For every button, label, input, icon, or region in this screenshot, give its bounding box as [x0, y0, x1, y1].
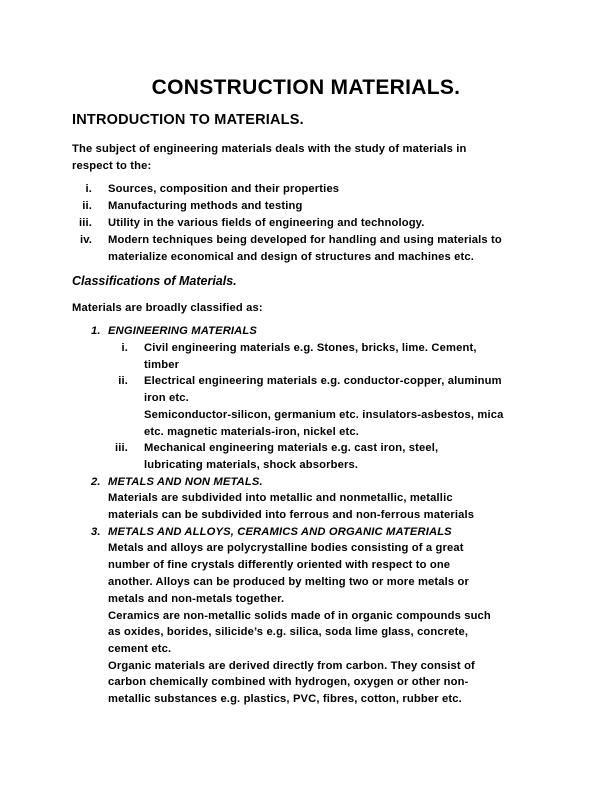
page-title: CONSTRUCTION MATERIALS.	[151, 76, 461, 99]
classified-intro: Materials are broadly classified as:	[72, 302, 263, 314]
section-heading: ENGINEERING MATERIALS	[108, 325, 258, 337]
list-item-continued: Semiconductor-silicon, germanium etc. insulators-asbestos, mica	[144, 409, 504, 421]
list-item-continued: lubricating materials, shock absorbers.	[144, 459, 359, 471]
section-text-line: metallic substances e.g. plastics, PVC, fibres, cotton, rubber etc.	[108, 693, 462, 705]
section-text-line: as oxides, borides, silicide’s e.g. silica, soda lime glass, concrete,	[108, 626, 469, 638]
list-number: i.	[85, 183, 92, 195]
list-item: Utility in the various fields of engineering and technology.	[108, 217, 425, 229]
section-text-line: materials can be subdivided into ferrous and non-ferrous materials	[108, 509, 475, 521]
intro-heading: INTRODUCTION TO MATERIALS.	[72, 112, 304, 128]
section-text-line: number of fine crystals differently oriented with respect to one	[108, 559, 451, 571]
intro-paragraph-line: The subject of engineering materials deals with the study of materials in	[72, 143, 467, 155]
list-item-continued: iron etc.	[144, 392, 189, 404]
section-text-line: cement etc.	[108, 643, 172, 655]
section-number: 1.	[91, 325, 101, 337]
list-item: Sources, composition and their properties	[108, 183, 340, 195]
list-item: Electrical engineering materials e.g. conductor-copper, aluminum	[144, 375, 502, 387]
list-item-continued: materialize economical and design of structures and machines etc.	[108, 251, 474, 263]
section-text-line: Materials are subdivided into metallic and nonmetallic, metallic	[108, 492, 453, 504]
list-number: ii.	[82, 200, 92, 212]
list-number: iv.	[79, 234, 92, 246]
section-text-line: carbon chemically combined with hydrogen, oxygen or other non-	[108, 676, 469, 688]
list-item: Manufacturing methods and testing	[108, 200, 303, 212]
section-text-line: Organic materials are derived directly from carbon. They consist of	[108, 660, 475, 672]
list-number: ii.	[118, 375, 128, 387]
list-item: Modern techniques being developed for handling and using materials to	[108, 234, 502, 246]
section-number: 3.	[91, 526, 101, 538]
section-heading: METALS AND NON METALS.	[108, 476, 263, 488]
list-number: iii.	[114, 442, 128, 454]
list-number: i.	[121, 342, 128, 354]
list-number: iii.	[78, 217, 92, 229]
section-number: 2.	[91, 476, 101, 488]
classifications-heading: Classifications of Materials.	[72, 274, 237, 288]
list-item-continued: timber	[144, 359, 180, 371]
list-item-continued: etc. magnetic materials-iron, nickel etc.	[144, 426, 360, 438]
section-text-line: another. Alloys can be produced by melting two or more metals or	[108, 576, 470, 588]
section-heading: METALS AND ALLOYS, CERAMICS AND ORGANIC MATERIALS	[108, 526, 452, 538]
section-text-line: Metals and alloys are polycrystalline bodies consisting of a great	[108, 542, 464, 554]
section-text-line: metals and non-metals together.	[108, 593, 285, 605]
intro-paragraph-line: respect to the:	[72, 160, 152, 172]
section-text-line: Ceramics are non-metallic solids made of in organic compounds such	[108, 610, 491, 622]
list-item: Civil engineering materials e.g. Stones, bricks, lime. Cement,	[144, 342, 477, 354]
list-item: Mechanical engineering materials e.g. cast iron, steel,	[144, 442, 439, 454]
